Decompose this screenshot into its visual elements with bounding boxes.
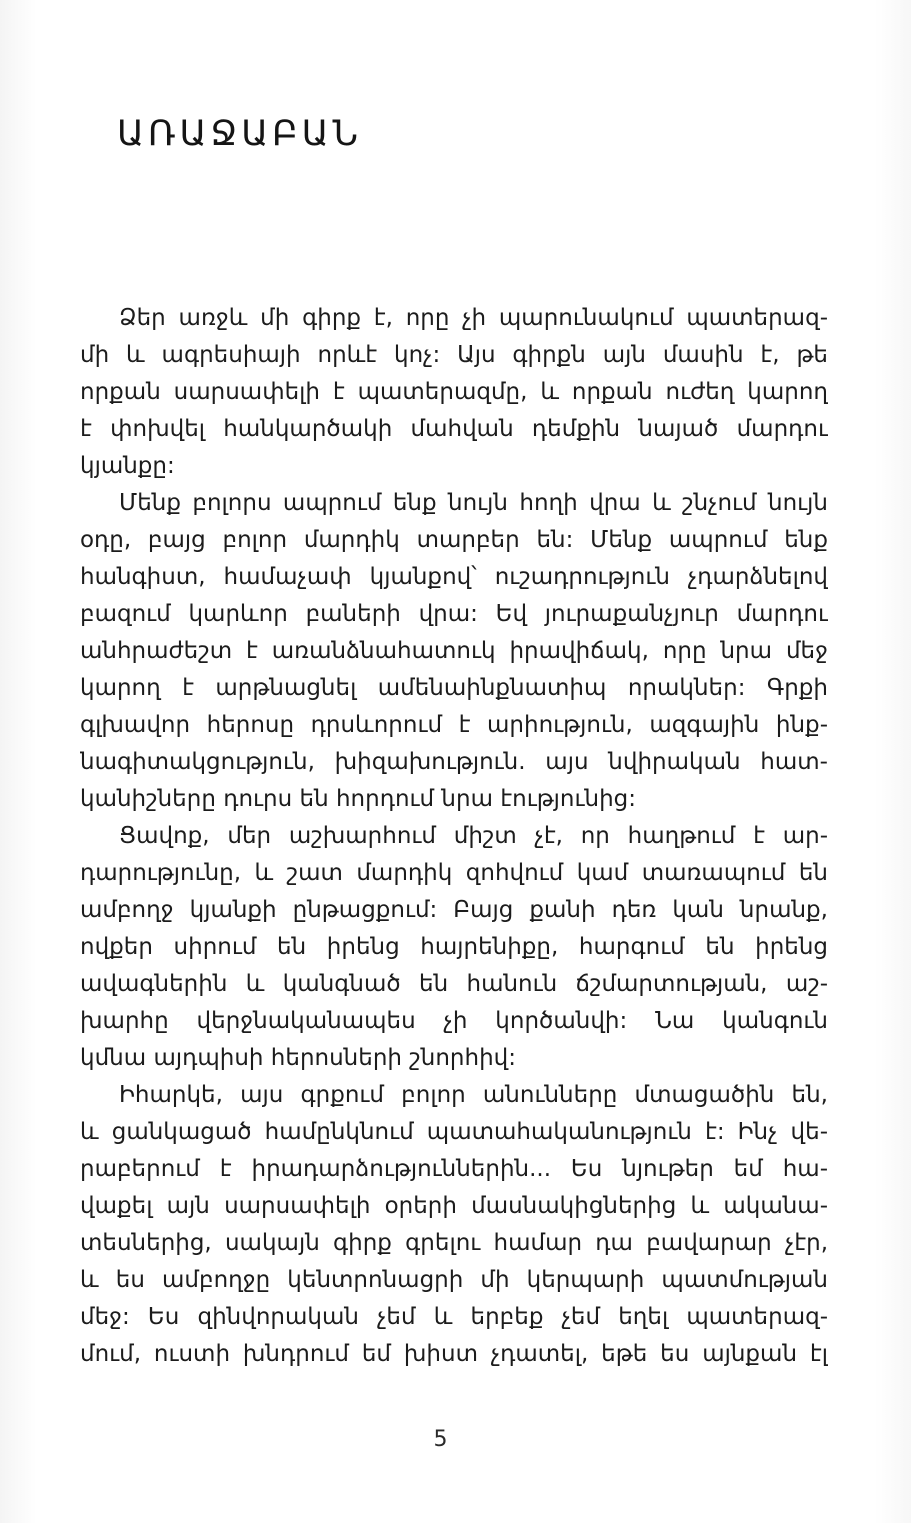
text-line: ովքեր սիրում են իրենց հայրենիքը, հարգում են իրենց (80, 934, 828, 960)
text-line: վաքել այն սարսափելի օրերի մասնակիցներից և ականա- (80, 1193, 828, 1219)
text-line: Իհարկե, այս գրքում բոլոր անունները մտացածին են, (119, 1082, 828, 1108)
text-line: մեջ: Ես զինվորական չեմ և երբեք չեմ եղել պատերազ- (80, 1304, 828, 1330)
text-line: որքան սարսափելի է պատերազմը, և որքան ուժեղ կարող (80, 379, 828, 405)
text-line: կմնա այդպիսի հերոսների շնորհիվ: (80, 1045, 516, 1071)
text-line: ավագներին և կանգնած են հանուն ճշմարտության, աշ- (80, 971, 828, 997)
text-line: օդը, բայց բոլոր մարդիկ տարբեր են: Մենք ապրում ենք (80, 527, 828, 553)
text-line: Ձեր առջև մի գիրք է, որը չի պարունակում պատերազ- (119, 305, 828, 331)
text-line: ամբողջ կյանքի ընթացքում: Բայց քանի դեռ կան նրանք, (80, 897, 828, 923)
text-line: կանիշները դուրս են հորդում նրա էությունից: (80, 786, 636, 812)
text-line: հանգիստ, համաչափ կյանքով՝ ուշադրություն չդարձնելով (80, 564, 828, 590)
text-line: և ես ամբողջը կենտրոնացրի մի կերպարի պատմության (80, 1267, 828, 1293)
text-line: Մենք բոլորս ապրում ենք նույն հողի վրա և շնչում նույն (119, 490, 828, 516)
text-line: կարող է արթնացնել ամենաինքնատիպ որակներ: Գրքի (80, 675, 828, 701)
text-line: րաբերում է իրադարձություններին... Ես նյութեր եմ հա- (80, 1156, 828, 1182)
body-text (80, 300, 828, 1373)
text-line: տեսներից, սակայն գիրք գրելու համար դա բավարար չէր, (80, 1230, 828, 1256)
text-line: է փոխվել հանկարծակի մահվան դեմքին նայած մարդու (80, 416, 828, 442)
page-number: 5 (433, 1427, 448, 1452)
text-line: խարհը վերջնականապես չի կործանվի: Նա կանգուն (80, 1008, 828, 1034)
text-line: կյանքը: (80, 453, 175, 479)
text-line: մի և ագրեսիայի որևէ կոչ: Այս գիրքն այն մասին է, թե (80, 342, 828, 368)
text-line: և ցանկացած համընկնում պատահականություն է: Ինչ վե- (80, 1119, 828, 1145)
text-line: Ցավոք, մեր աշխարհում միշտ չէ, որ հաղթում է ար- (119, 823, 828, 849)
text-line: նագիտակցություն, խիզախություն. այս նվիրական հատ- (80, 749, 828, 775)
text-line: անհրաժեշտ է առանձնահատուկ իրավիճակ, որը նրա մեջ (80, 638, 828, 664)
text-line: դարությունը, և շատ մարդիկ զոհվում կամ տառապում են (80, 860, 828, 886)
chapter-title: ԱՌԱՋԱԲԱՆ (117, 114, 362, 154)
text-line: գլխավոր հերոսը դրսևորում է արիություն, ազգային ինք- (80, 712, 828, 738)
text-line: բազում կարևոր բաների վրա: Եվ յուրաքանչյուր մարդու (80, 601, 828, 627)
text-line: մում, ուստի խնդրում եմ խիստ չդատել, եթե ես այնքան էլ (80, 1341, 828, 1367)
